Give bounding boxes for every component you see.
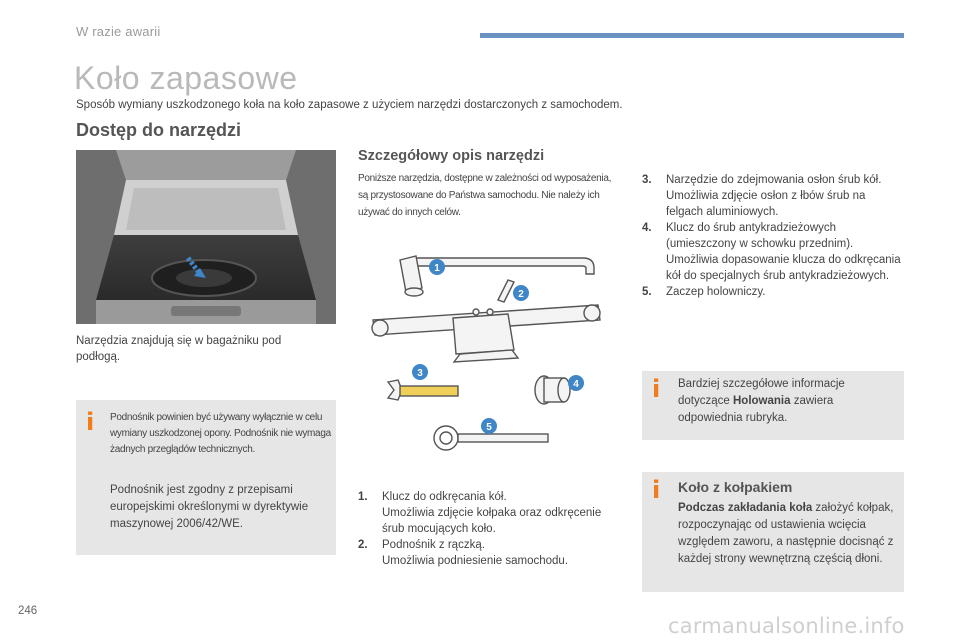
svg-text:5: 5 [486,422,492,433]
svg-text:2: 2 [518,289,524,300]
info-icon: i [652,375,661,403]
svg-text:1: 1 [434,263,440,274]
tools-list-left [358,489,623,569]
list-item: 5. Zaczep holowniczy. [642,286,766,298]
hubcap-info-box [642,472,904,592]
section-accent-bar [480,33,904,38]
towing-link-text: Holowania [732,395,791,407]
tools-intro: Poniższe narzędzia, dostępne w zależności od wyposażenia, są przystosowane do Państwa samochodu. Nie należy ich używać do innych celów. [358,173,612,218]
callout-3 [412,364,428,380]
hubcap-instructions: Podczas zakładania koła założyć kołpak, rozpoczynając od ustawienia wcięcia względem zaworu, a następnie docisnąć z każdej strony wewnętrzną częścią dłoni. [678,502,894,565]
towing-info-box [642,371,904,440]
svg-text:3: 3 [417,368,423,379]
page-title: Koło zapasowe [74,60,298,96]
section-header: W razie awarii [76,24,161,39]
callout-1 [429,259,445,275]
access-heading: Dostęp do narzędzi [76,120,242,140]
watermark: carmanualsonline.info [668,614,905,638]
cover-tool-drawing [388,380,458,400]
trunk-caption: Narzędzia znajdują się w bagażniku pod podłogą. [76,335,282,363]
tools-illustration [358,240,623,465]
page-number: 246 [18,605,38,617]
info-icon: i [86,408,95,436]
callout-2 [513,285,529,301]
trunk-photo [76,150,336,324]
towing-reference: Bardziej szczegółowe informacje dotyczące Holowania zawiera odpowiednia rubryka. [678,378,845,424]
list-item: 1. Klucz do odkręcania kół. Umożliwia zdjęcie kołpaka oraz odkręcenie śrub mocujących koło. [358,491,602,535]
callout-5 [481,418,497,434]
page-subtitle: Sposób wymiany uszkodzonego koła na koło zapasowe z użyciem narzędzi dostarczonych z samochodem. [76,99,623,111]
svg-text:4: 4 [573,379,579,390]
info-icon: i [652,476,661,504]
list-item: 4. Klucz do śrub antykradzieżowych (umieszczony w schowku przednim). Umożliwia dopasowanie klucza do odkręcania kół do specjalnych śrub antykradzieżowych. [642,222,901,282]
callout-4 [568,375,584,391]
trunk-illustration [76,150,336,324]
jack-usage-note: Podnośnik powinien być używany wyłącznie w celu wymiany uszkodzonej opony. Podnośnik nie wymaga żadnych przeglądów technicznych. [110,412,331,455]
antitheft-key-drawing [535,376,570,404]
tools-drawing [358,240,623,465]
list-item: 3. Narzędzie do zdejmowania osłon śrub kół. Umożliwia zdjęcie osłon z łbów śrub na felgach aluminiowych. [642,174,882,218]
tools-heading: Szczegółowy opis narzędzi [358,148,545,164]
jack-directive-note: Podnośnik jest zgodny z przepisami europejskimi określonymi w dyrektywie maszynowej 2006/42/WE. [110,484,309,530]
wheel-brace-drawing [400,256,594,296]
hubcap-heading: Koło z kołpakiem [678,479,793,495]
jack-info-box [76,400,336,555]
list-item: 2. Podnośnik z rączką. Umożliwia podniesienie samochodu. [358,539,569,567]
tools-list-right [642,172,904,300]
